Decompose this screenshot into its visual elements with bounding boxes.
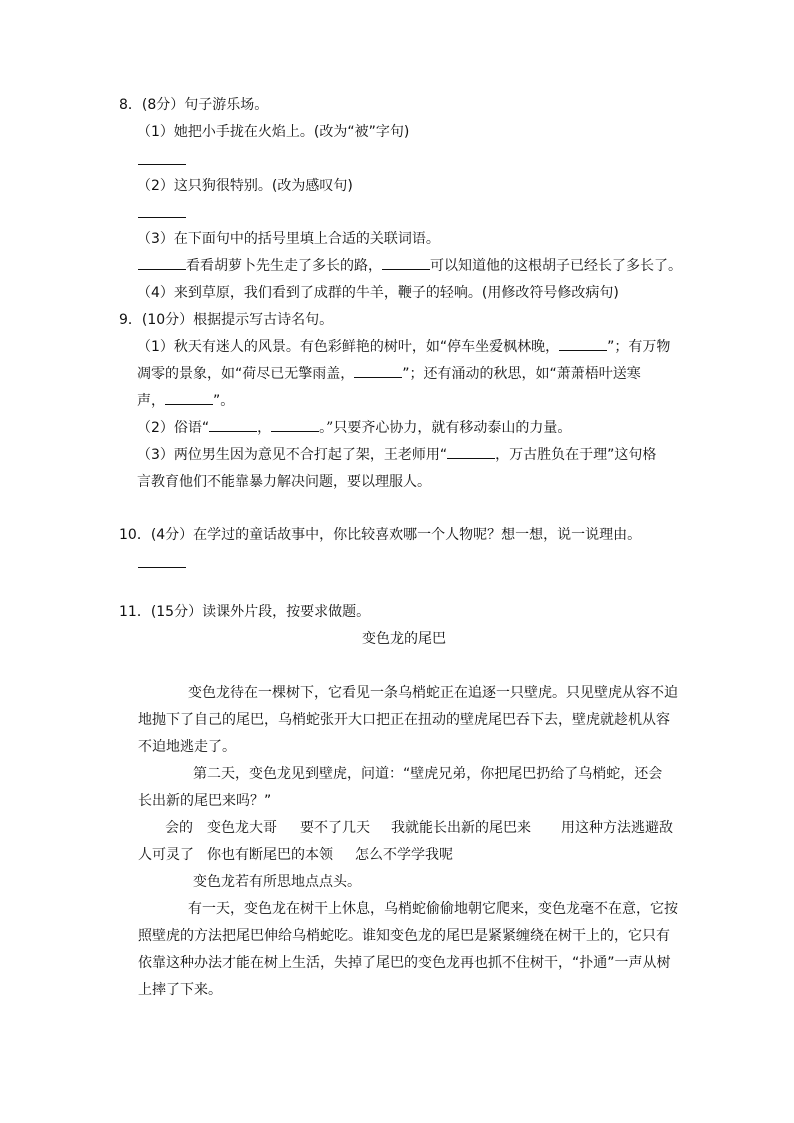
passage-line: 变色龙待在一棵树下，它看见一条乌梢蛇正在追逐一只壁虎。只见壁虎从容不迫 [188,685,678,701]
sentence-text: 可以知道他的这根胡子已经长了多长了。 [430,258,682,274]
question-9-part-1-line-1 [137,337,670,357]
sentence-text: （1）秋天有迷人的风景。有色彩鲜艳的树叶，如“停车坐爱枫林晚， [137,339,560,355]
passage-line: 人可灵了 [138,847,194,863]
sentence-text: （2）俗语“ [137,420,210,436]
answer-blank[interactable] [138,217,186,218]
question-8-part-3-sentence [138,256,682,276]
question-8-part-4: （4）来到草原，我们看到了成群的牛羊，鞭子的轻响。(用修改符号修改病句) [137,285,619,301]
question-9-part-2 [137,418,571,438]
passage-line: 长出新的尾巴来吗？” [138,793,272,809]
passage-line: 我就能长出新的尾巴来 [391,820,531,836]
passage-line: 照壁虎的方法把尾巴伸给乌梢蛇吃。谁知变色龙的尾巴是紧紧缠绕在树干上的，它只有 [138,928,670,944]
answer-blank[interactable] [382,268,430,270]
passage-line: 有一天，变色龙在树干上休息，乌梢蛇偷偷地朝它爬来，变色龙毫不在意，它按 [188,901,678,917]
sentence-text: 声， [137,393,165,409]
passage-line: 用这种方法逃避敌 [561,820,673,836]
answer-blank[interactable] [354,376,402,378]
sentence-text: ”；还有涌动的秋思，如“萧萧梧叶送寒 [402,366,641,382]
question-9-part-3-line-2: 言教育他们不能靠暴力解决问题，要以理服人。 [137,474,431,490]
passage-title: 变色龙的尾巴 [362,631,446,647]
sentence-text: ”；有万物 [607,339,671,355]
question-9-header: 9．(10分）根据提示写古诗名句。 [119,312,334,328]
passage-line: 要不了几天 [300,820,370,836]
question-9-part-3-line-1 [137,445,656,465]
passage-line: 变色龙若有所思地点点头。 [193,874,361,890]
question-9-part-1-line-3 [137,391,234,411]
passage-line: 依靠这种办法才能在树上生活，失掉了尾巴的变色龙再也抓不住树干，“扑通”一声从树 [138,955,671,971]
passage-line: 地抛下了自己的尾巴，乌梢蛇张开大口把正在扭动的壁虎尾巴吞下去，壁虎就趁机从容 [138,712,670,728]
answer-blank[interactable] [209,430,257,432]
sentence-text: 看看胡萝卜先生走了多长的路， [186,258,382,274]
answer-blank[interactable] [138,268,186,270]
answer-blank[interactable] [138,164,186,165]
answer-blank[interactable] [165,403,213,405]
question-11-header: 11．(15分）读课外片段，按要求做题。 [119,604,371,620]
passage-line: 第二天，变色龙见到壁虎，问道：“壁虎兄弟，你把尾巴扔给了乌梢蛇，还会 [193,766,663,782]
sentence-text: 。”只要齐心协力，就有移动泰山的力量。 [319,420,572,436]
passage-line: 不迫地逃走了。 [138,739,236,755]
answer-blank[interactable] [559,349,607,351]
sentence-text: 凋零的景象，如“荷尽已无擎雨盖， [137,366,355,382]
sentence-text: ， [257,420,272,436]
question-8-part-1: （1）她把小手拢在火焰上。(改为“被”字句) [137,124,410,140]
question-9-part-1-line-2 [137,364,641,384]
question-8-header: 8．(8分）句子游乐场。 [119,97,269,113]
sentence-text: ，万古胜负在于理”这句格 [495,447,657,463]
question-8-part-2: （2）这只狗很特别。(改为感叹句) [137,178,353,194]
answer-blank[interactable] [138,567,186,568]
passage-line: 怎么不学学我呢 [355,847,453,863]
passage-line: 变色龙大哥 [207,820,277,836]
passage-line: 会的 [165,820,193,836]
answer-blank[interactable] [447,457,495,459]
passage-line: 上摔了下来。 [138,982,222,998]
passage-line: 你也有断尾巴的本领 [207,847,333,863]
answer-blank[interactable] [271,430,319,432]
sentence-text: ”。 [213,393,235,409]
question-8-part-3: （3）在下面句中的括号里填上合适的关联词语。 [137,231,440,247]
question-10-header: 10．(4分）在学过的童话故事中，你比较喜欢哪一个人物呢？想一想，说一说理由。 [119,527,642,543]
sentence-text: （3）两位男生因为意见不合打起了架，王老师用“ [137,447,448,463]
